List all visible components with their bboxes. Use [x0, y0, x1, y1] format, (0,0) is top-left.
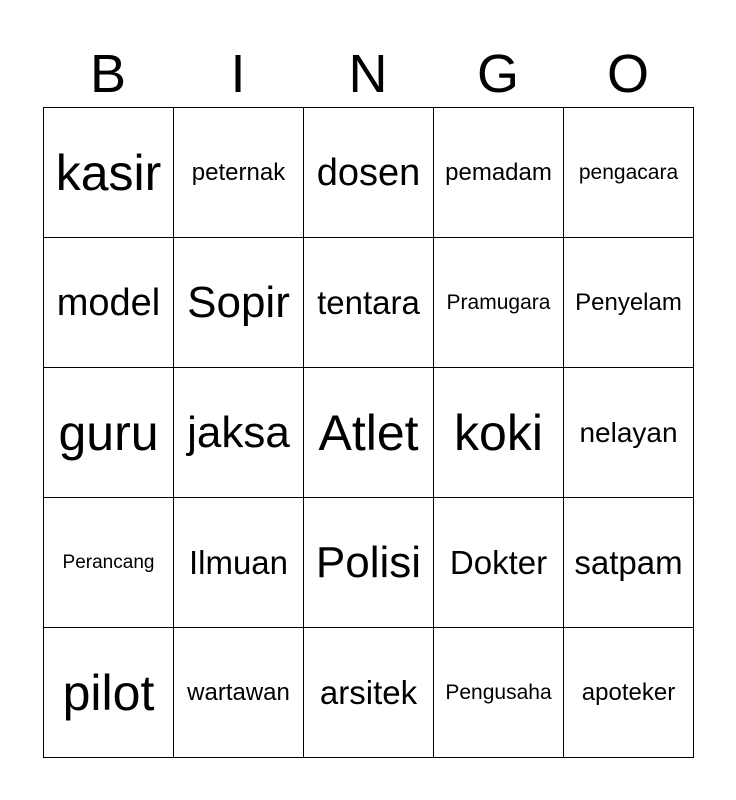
cell-word: pilot	[62, 664, 155, 721]
bingo-cell	[174, 108, 304, 238]
bingo-cell	[44, 498, 174, 628]
bingo-cell	[174, 628, 304, 758]
bingo-cell	[304, 498, 434, 628]
cell-word: tentara	[317, 284, 420, 321]
cell-word: Pengusaha	[445, 681, 552, 704]
cell-word: satpam	[574, 544, 683, 581]
cell-word: nelayan	[579, 416, 678, 448]
cell-word: jaksa	[187, 407, 290, 457]
header-letter-n: N	[348, 44, 388, 104]
cell-word: arsitek	[319, 674, 418, 711]
cell-word: pengacara	[578, 161, 679, 184]
bingo-cell	[44, 368, 174, 498]
bingo-board	[43, 107, 694, 758]
cell-word: kasir	[55, 144, 162, 201]
bingo-cell	[434, 628, 564, 758]
bingo-cell	[304, 628, 434, 758]
header-letter-i: I	[230, 44, 246, 104]
bingo-cell	[434, 108, 564, 238]
bingo-cell	[434, 498, 564, 628]
cell-word: Perancang	[62, 552, 155, 573]
cell-word: Atlet	[318, 404, 419, 461]
cell-word: Pramugara	[446, 291, 551, 314]
cell-word: peternak	[191, 158, 286, 186]
bingo-cell	[434, 238, 564, 368]
header-letter-g: G	[476, 44, 519, 104]
bingo-cell	[564, 498, 694, 628]
bingo-cell	[44, 628, 174, 758]
bingo-cell	[304, 108, 434, 238]
bingo-cell	[564, 368, 694, 498]
bingo-cell	[304, 238, 434, 368]
bingo-cell	[304, 368, 434, 498]
cell-word: Ilmuan	[188, 544, 289, 581]
cell-word: Polisi	[315, 537, 422, 587]
bingo-cell	[174, 238, 304, 368]
cell-word: Dokter	[449, 544, 548, 581]
bingo-cell	[174, 498, 304, 628]
cell-word: model	[56, 281, 161, 324]
bingo-header	[43, 40, 693, 108]
bingo-cell	[44, 238, 174, 368]
bingo-cell	[174, 368, 304, 498]
bingo-cell	[564, 628, 694, 758]
cell-word: koki	[454, 404, 543, 461]
header-letter-o: O	[606, 44, 649, 104]
bingo-cell	[44, 108, 174, 238]
cell-word: pemadam	[445, 158, 552, 186]
cell-word: apoteker	[581, 678, 676, 706]
bingo-cell	[434, 368, 564, 498]
cell-word: Penyelam	[575, 288, 682, 316]
cell-word: dosen	[316, 151, 421, 194]
bingo-cell	[564, 238, 694, 368]
header-letter-b: B	[89, 44, 127, 104]
cell-word: guru	[58, 404, 159, 461]
bingo-cell	[564, 108, 694, 238]
cell-word: Sopir	[187, 277, 290, 327]
cell-word: wartawan	[187, 678, 290, 706]
